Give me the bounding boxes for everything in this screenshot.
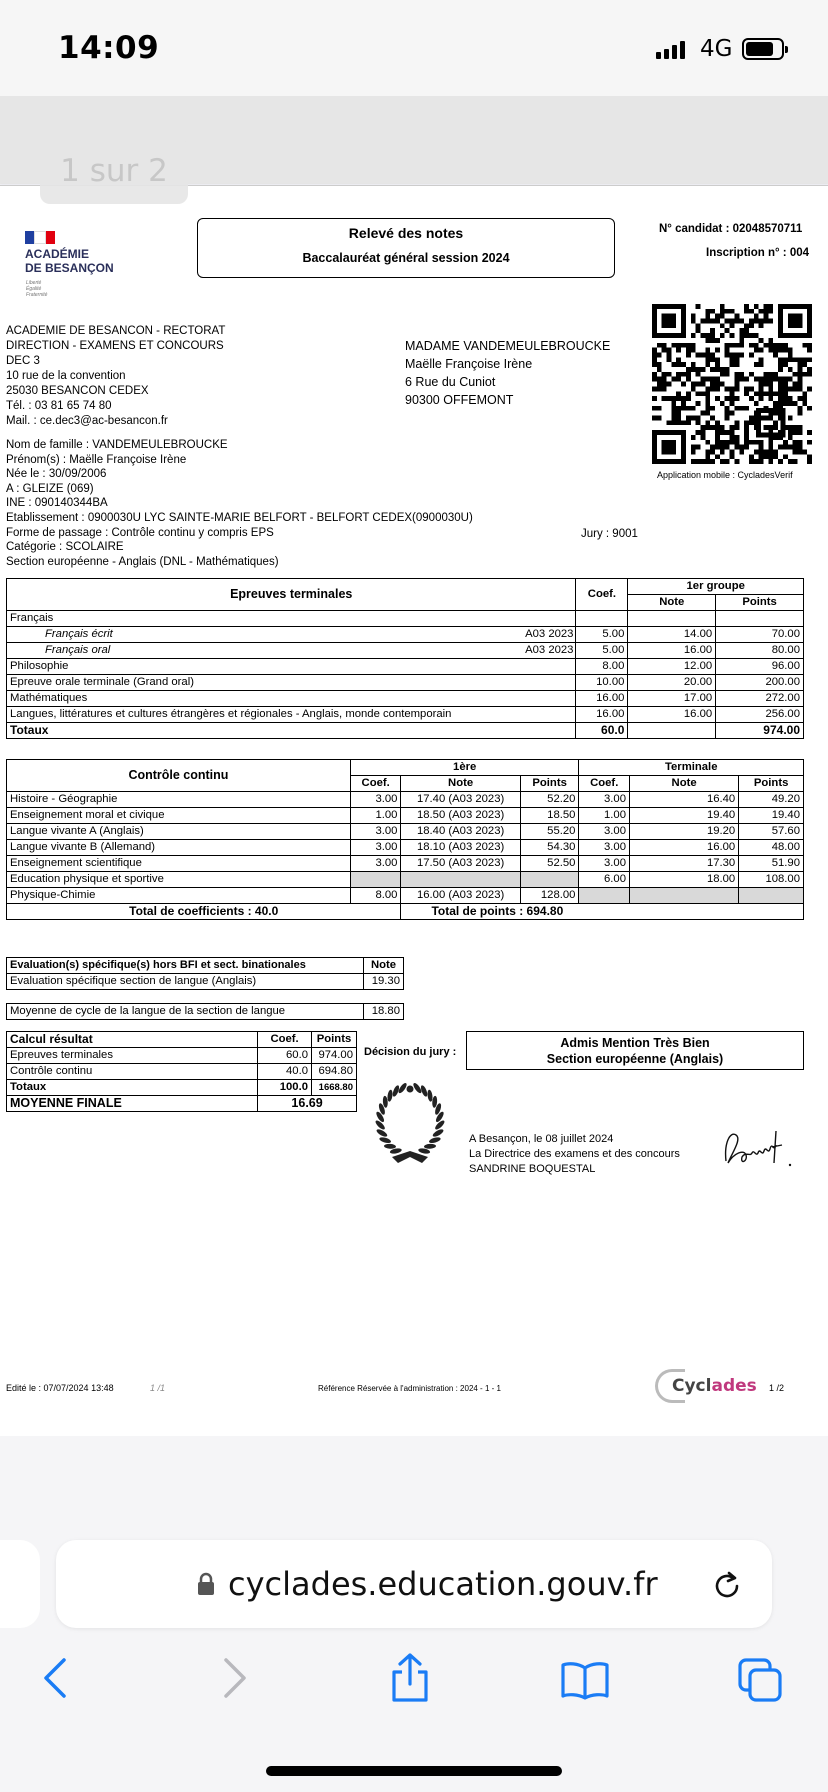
continuous-assessment-table: Contrôle continu 1ère Terminale Coef. Note Points Coef. Note Points Histoire - Géographie 3.00 17.40 (A03 2023) 52.20 3.00 16.40 49.20 Enseignement moral et civique 1.00 18.50 (A03 2023) 18.50 1.00 19.40 19.40 Langue vivante A (Anglais) 3.00 18.40 (A03 2023) 55.20 3.00 19.20 57.60 Langue vivante B (Allemand) 3.00 18.10 (A03 2023) 54.30 3.00 16.00 48.00 Enseignement scientifique 3.00 17.50 (A03 2023) 52.50 3.00 17.30 51.90 Education physique et sportive 6.00 18.00 108.00 Physique-Chimie 8.00 16.00 (A03 2023) 128.00 Total de coefficients : 40.0 Total de points : 694.80 — [6, 759, 804, 920]
table-row: Langues, littératures et cultures étrangères et régionales - Anglais, monde contemporain 16.00 16.00 256.00 — [7, 707, 804, 723]
inscription-number: Inscription n° : 004 — [706, 247, 810, 259]
final-average-value: 16.69 — [258, 1096, 357, 1112]
page-number: 1 /2 — [769, 1383, 785, 1393]
table-row: Histoire - Géographie 3.00 17.40 (A03 2023) 52.20 3.00 16.40 49.20 — [7, 792, 804, 808]
table-row: Enseignement scientifique 3.00 17.50 (A03 2023) 52.50 3.00 17.30 51.90 — [7, 856, 804, 872]
table-row: Education physique et sportive 6.00 18.00 108.00 — [7, 872, 804, 888]
recipient-address: MADAME VANDEMEULEBROUCKE Maëlle Françoise Irène 6 Rue du Cuniot 90300 OFFEMONT — [405, 339, 611, 407]
academy-logo: ACADÉMIE DE BESANÇON — [25, 247, 114, 275]
signal-icon — [656, 41, 685, 59]
table-row: Français oral A03 2023 5.00 16.00 80.00 — [7, 643, 804, 659]
cyclades-logo: Cyclades — [672, 1376, 757, 1396]
republic-motto: Liberté Égalité Fraternité — [26, 280, 48, 298]
clock: 14:09 — [58, 30, 160, 66]
tabs-icon[interactable] — [736, 1656, 786, 1704]
specific-evaluation-table: Evaluation(s) spécifique(s) hors BFI et sect. binationales Note Evaluation spécifique section de langue (Anglais) 19.30 — [6, 957, 404, 990]
document-page — [0, 185, 828, 1436]
marianne-flag-icon — [25, 231, 55, 244]
status-bar — [0, 0, 828, 96]
share-icon[interactable] — [388, 1652, 432, 1704]
total-coefficients: Total de coefficients : 40.0 — [7, 904, 401, 920]
qr-code — [652, 304, 812, 464]
jury-number: Jury : 9001 — [581, 528, 638, 540]
app-mobile-label: Application mobile : CycladesVerif — [657, 470, 793, 480]
lock-icon — [197, 1572, 215, 1596]
table-row: Français — [7, 611, 804, 627]
candidate-info: Nom de famille : VANDEMEULEBROUCKE Prénom(s) : Maëlle Françoise Irène Née le : 30/09/2006 A : GLEIZE (069) INE : 090140344BA Etablissement : 0900030U LYC SAINTE-MARIE BELFORT - BELFORT CEDEX(0900030U) Forme de passage : Contrôle continu y compris EPS Catégorie : SCOLAIRE Section européenne - Anglais (DNL - Mathématiques) — [6, 439, 473, 568]
total-points: Total de points : 694.80 — [401, 904, 804, 920]
home-indicator — [266, 1766, 562, 1776]
page-fraction: 1 /1 — [150, 1383, 166, 1393]
table-row: Langue vivante A (Anglais) 3.00 18.40 (A03 2023) 55.20 3.00 19.20 57.60 — [7, 824, 804, 840]
table-row: Français écrit A03 2023 5.00 14.00 70.00 — [7, 627, 804, 643]
back-icon[interactable] — [40, 1656, 70, 1700]
title-box — [197, 218, 615, 278]
table-row: Mathématiques 16.00 17.00 272.00 — [7, 691, 804, 707]
table-row: Philosophie 8.00 12.00 96.00 — [7, 659, 804, 675]
cycle-average-table: Moyenne de cycle de la langue de la section de langue 18.80 — [6, 1003, 404, 1020]
document-subtitle: Baccalauréat général session 2024 — [302, 251, 510, 265]
battery-icon — [742, 38, 784, 60]
signature-block: A Besançon, le 08 juillet 2024 La Directrice des examens et des concours SANDRINE BOQUESTAL — [469, 1133, 680, 1175]
table-row: Epreuve orale terminale (Grand oral) 10.00 20.00 200.00 — [7, 675, 804, 691]
final-average-label: MOYENNE FINALE — [7, 1096, 258, 1112]
jury-decision-label: Décision du jury : — [364, 1046, 457, 1058]
jury-decision-box: Admis Mention Très Bien Section européenne (Anglais) — [466, 1031, 804, 1070]
result-calculation-table: Calcul résultat Coef. Points Epreuves terminales 60.0 974.00 Contrôle continu 40.0 694.80 Totaux 100.0 1668.80 MOYENNE FINALE 16.69 — [6, 1031, 357, 1112]
url-text[interactable]: cyclades.education.gouv.fr — [228, 1565, 658, 1603]
reload-icon[interactable] — [710, 1569, 744, 1603]
reference-note: Référence Réservée à l'administration : 2024 - 1 - 1 — [318, 1384, 501, 1393]
sender-address: ACADEMIE DE BESANCON - RECTORAT DIRECTION - EXAMENS ET CONCOURS DEC 3 10 rue de la convention 25030 BESANCON CEDEX Tél. : 03 81 65 74 80 Mail. : ce.dec3@ac-besancon.fr — [6, 325, 226, 427]
edited-date: Edité le : 07/07/2024 13:48 — [6, 1383, 114, 1393]
table-row: Physique-Chimie 8.00 16.00 (A03 2023) 128.00 — [7, 888, 804, 904]
bookmarks-icon[interactable] — [560, 1660, 610, 1700]
table-row: Enseignement moral et civique 1.00 18.50 (A03 2023) 18.50 1.00 19.40 19.40 — [7, 808, 804, 824]
network-type: 4G — [700, 36, 733, 62]
previous-tab-peek[interactable] — [0, 1540, 40, 1628]
table-row: Langue vivante B (Allemand) 3.00 18.10 (A03 2023) 54.30 3.00 16.00 48.00 — [7, 840, 804, 856]
terminal-exams-table: Epreuves terminales Coef. 1er groupe Note Points Français Français écrit A03 2023 5.00 14.00 70.00 Français oral A03 2023 5.00 16.00 80.00 Philosophie 8.00 12.00 96.00 Epreuve orale terminale (Grand oral) 10.00 20.00 200.00 Mathématiques 16.00 17.00 272.00 Langues, littératures et cultures étrangères et régionales - Anglais, monde contemporain 16.00 16.00 256.00 Totaux 60.0 974.00 — [6, 578, 804, 739]
forward-icon[interactable] — [220, 1656, 250, 1700]
document-title: Relevé des notes — [348, 225, 464, 241]
handwritten-signature — [718, 1123, 798, 1175]
candidate-number: N° candidat : 02048570711 — [659, 223, 803, 235]
seal-wreath-icon — [362, 1069, 458, 1169]
page-indicator: 1 sur 2 — [40, 138, 188, 204]
